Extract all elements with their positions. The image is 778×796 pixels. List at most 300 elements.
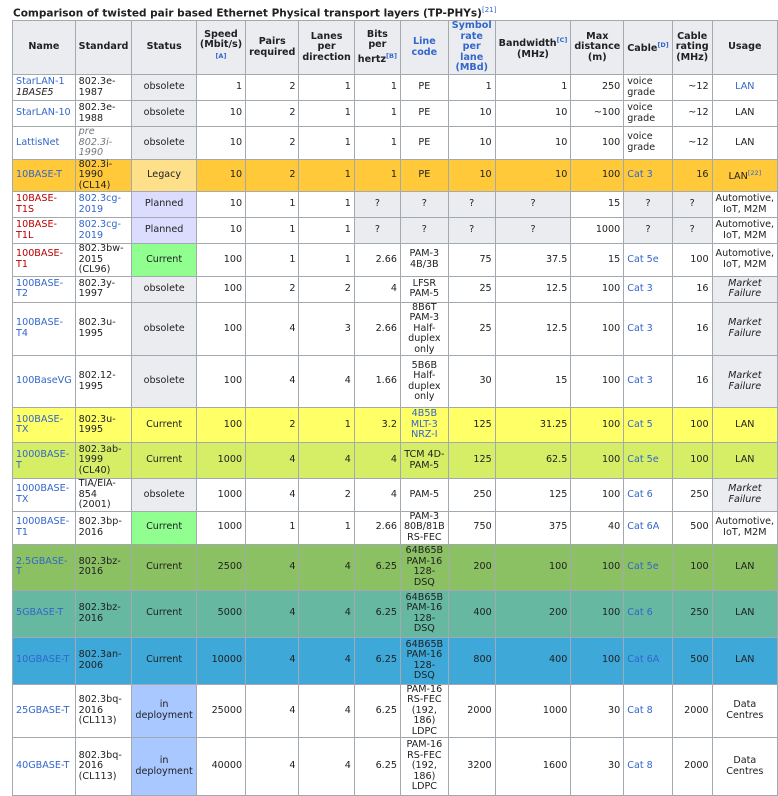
name-link[interactable]: 1000BASE-T1 [16, 516, 70, 538]
cell-bits: 2.66 [354, 302, 400, 356]
cell-usage [712, 738, 778, 796]
cell-speed: 100 [196, 302, 245, 356]
cell-standard [75, 302, 132, 356]
tp-phy-table [12, 20, 778, 796]
table-row-40gbase-t [13, 738, 778, 796]
cell-speed: 100 [196, 244, 245, 277]
cell-lanes: 1 [299, 192, 354, 218]
cell-line-code: PAM-5 [400, 479, 448, 512]
cell-standard [75, 192, 132, 218]
cell-standard [75, 127, 132, 160]
cell-usage [712, 511, 778, 544]
cell-standard [75, 544, 132, 590]
usage-text: Automotive, IoT, M2M [715, 193, 775, 215]
cell-cable [624, 443, 673, 479]
cell-speed: 1 [196, 75, 245, 101]
cable-text[interactable]: Cat 6 [627, 488, 653, 500]
caption-ref[interactable]: [21] [481, 6, 497, 14]
cell-standard [75, 738, 132, 796]
cell-speed: 40000 [196, 738, 245, 796]
cell-bandwidth: 62.5 [495, 443, 571, 479]
cable-text[interactable]: Cat 6A [627, 654, 660, 666]
cell-standard [75, 443, 132, 479]
header-lanes: Lanes per direction [299, 21, 354, 75]
name-link[interactable]: StarLAN-10 [16, 107, 71, 119]
cell-max-distance: 100 [571, 637, 624, 684]
cell-pairs: 2 [246, 159, 299, 192]
cell-speed: 10 [196, 192, 245, 218]
cable-text[interactable]: Cat 5e [627, 253, 659, 265]
cable-text: ? [645, 224, 651, 236]
cell-cable [624, 637, 673, 684]
cell-bits: 6.25 [354, 544, 400, 590]
cell-cable [624, 511, 673, 544]
cable-text[interactable]: Cat 8 [627, 704, 653, 716]
cell-usage [712, 244, 778, 277]
cable-text: voice grade [627, 102, 656, 124]
standard-text: 802.12-1995 [78, 370, 116, 392]
name-alias: 1BASE5 [16, 86, 54, 98]
cable-text[interactable]: Cat 5e [627, 454, 659, 466]
cell-cable-rating: 250 [672, 479, 712, 512]
cell-max-distance: 1000 [571, 218, 624, 244]
cell-line-code: 64B65B PAM-16 128-DSQ [400, 637, 448, 684]
cell-standard [75, 75, 132, 101]
cell-lanes: 4 [299, 544, 354, 590]
cell-symbol-rate: 400 [448, 590, 495, 637]
cable-text[interactable]: Cat 6A [627, 521, 660, 533]
cell-usage [712, 159, 778, 192]
cell-lanes: 1 [299, 159, 354, 192]
cell-max-distance: 100 [571, 479, 624, 512]
cell-bits: 6.25 [354, 637, 400, 684]
cell-lanes: 1 [299, 218, 354, 244]
cell-pairs: 4 [246, 637, 299, 684]
table-row-1000base-tx [13, 479, 778, 512]
cell-status: Current [132, 244, 196, 277]
cable-text[interactable]: Cat 3 [627, 322, 653, 334]
cell-standard [75, 590, 132, 637]
cell-name [13, 684, 76, 738]
cell-usage [712, 75, 778, 101]
cable-text: voice grade [627, 131, 656, 153]
cell-pairs: 4 [246, 302, 299, 356]
cell-status: in deployment [132, 738, 196, 796]
header-bandwidth: Bandwidth[C] (MHz) [495, 21, 571, 75]
cell-name [13, 276, 76, 302]
cell-pairs: 4 [246, 738, 299, 796]
standard-text: pre 802.3i-1990 [78, 126, 113, 158]
cell-max-distance: 100 [571, 276, 624, 302]
cell-bits: 4 [354, 276, 400, 302]
cell-speed: 100 [196, 408, 245, 443]
cell-usage [712, 192, 778, 218]
cell-symbol-rate: 2000 [448, 684, 495, 738]
cell-symbol-rate: 25 [448, 276, 495, 302]
cell-symbol-rate: 125 [448, 443, 495, 479]
cell-name [13, 544, 76, 590]
cell-line-code: PE [400, 159, 448, 192]
cell-usage [712, 302, 778, 356]
name-link[interactable]: 100BASE-T2 [16, 277, 64, 299]
header-speed: Speed (Mbit/s)[A] [196, 21, 245, 75]
cell-standard [75, 218, 132, 244]
cell-bits: 1 [354, 127, 400, 160]
cell-status: Planned [132, 192, 196, 218]
usage-text: LAN [735, 560, 755, 572]
cell-cable [624, 218, 673, 244]
cell-status: Current [132, 443, 196, 479]
table-row-starlan-1 [13, 75, 778, 101]
standard-text: 802.3e-1988 [78, 102, 116, 124]
cell-bandwidth: 31.25 [495, 408, 571, 443]
name-link[interactable]: LattisNet [16, 136, 60, 148]
cell-line-code: 64B65B PAM-16 128-DSQ [400, 590, 448, 637]
cell-speed: 2500 [196, 544, 245, 590]
cell-lanes: 1 [299, 244, 354, 277]
cell-pairs: 4 [246, 684, 299, 738]
cell-cable-rating: ? [672, 218, 712, 244]
cell-standard [75, 101, 132, 127]
cell-name [13, 244, 76, 277]
cell-line-code: 4B5B MLT-3 NRZ-I [400, 408, 448, 443]
cable-text[interactable]: Cat 3 [627, 375, 653, 387]
cell-speed: 10 [196, 159, 245, 192]
cell-lanes: 1 [299, 408, 354, 443]
name-link[interactable]: 10BASE-T1S [16, 193, 57, 215]
cell-lanes: 1 [299, 101, 354, 127]
cell-lanes: 4 [299, 684, 354, 738]
cell-name [13, 218, 76, 244]
header-pairs: Pairs required [246, 21, 299, 75]
cable-text[interactable]: Cat 3 [627, 169, 653, 180]
table-row-1000base-t [13, 443, 778, 479]
cell-bits: ? [354, 218, 400, 244]
cell-bandwidth: 400 [495, 637, 571, 684]
standard-text: 802.3y-1997 [78, 277, 116, 299]
cable-text[interactable]: Cat 6 [627, 607, 653, 619]
name-link[interactable]: 1000BASE-T [16, 449, 70, 471]
usage-text: Market Failure [728, 370, 762, 392]
cell-lanes: 4 [299, 738, 354, 796]
header-line-code[interactable]: Line code [400, 21, 448, 75]
cell-cable [624, 276, 673, 302]
cell-usage [712, 218, 778, 244]
usage-text: LAN [735, 418, 755, 430]
cell-bandwidth: 100 [495, 544, 571, 590]
cell-cable-rating: 500 [672, 637, 712, 684]
cell-cable-rating: 500 [672, 511, 712, 544]
standard-text: 802.3bp-2016 [78, 516, 122, 538]
usage-text: LAN [735, 454, 755, 466]
cell-speed: 100 [196, 276, 245, 302]
cell-lanes: 3 [299, 302, 354, 356]
cell-symbol-rate: 10 [448, 159, 495, 192]
standard-text: 802.3bq-2016 (CL113) [78, 749, 122, 782]
cell-symbol-rate: 30 [448, 356, 495, 408]
cell-lanes: 4 [299, 590, 354, 637]
cell-line-code: PE [400, 75, 448, 101]
cell-cable-rating: 16 [672, 302, 712, 356]
table-row-10base-t1l [13, 218, 778, 244]
cell-line-code: ? [400, 192, 448, 218]
cell-cable-rating: 16 [672, 356, 712, 408]
usage-text: Market Failure [728, 317, 762, 339]
cell-pairs: 2 [246, 127, 299, 160]
cell-cable-rating: 2000 [672, 684, 712, 738]
cell-name [13, 302, 76, 356]
cell-bandwidth: ? [495, 192, 571, 218]
cell-bits: 1.66 [354, 356, 400, 408]
cell-line-code: PE [400, 101, 448, 127]
cell-usage [712, 276, 778, 302]
cell-max-distance: 40 [571, 511, 624, 544]
table-row-5gbase-t [13, 590, 778, 637]
cell-symbol-rate: 25 [448, 302, 495, 356]
cell-bandwidth: 15 [495, 356, 571, 408]
table-row-starlan-10 [13, 101, 778, 127]
cell-symbol-rate: 200 [448, 544, 495, 590]
cell-bandwidth: 10 [495, 101, 571, 127]
cell-usage [712, 684, 778, 738]
table-row-100base-t4 [13, 302, 778, 356]
name-link[interactable]: 100BaseVG [16, 375, 72, 387]
cell-cable [624, 159, 673, 192]
cell-lanes: 2 [299, 276, 354, 302]
table-caption: Comparison of twisted pair based Ethernet Physical transport layers (TP-PHYs)[21] [13, 6, 497, 20]
cell-status: Current [132, 590, 196, 637]
cell-lanes: 4 [299, 443, 354, 479]
cell-standard [75, 479, 132, 512]
cell-max-distance: 30 [571, 738, 624, 796]
cell-usage [712, 443, 778, 479]
cell-pairs: 4 [246, 356, 299, 408]
cell-cable-rating: ? [672, 192, 712, 218]
cell-symbol-rate: ? [448, 218, 495, 244]
cell-cable-rating: 100 [672, 244, 712, 277]
usage-text: Automotive, IoT, M2M [715, 248, 775, 270]
usage-text: LAN [735, 107, 755, 119]
cell-cable [624, 738, 673, 796]
cell-cable-rating: 250 [672, 590, 712, 637]
cable-text[interactable]: Cat 5 [627, 418, 653, 430]
header-max-distance: Max distance (m) [571, 21, 624, 75]
cell-pairs: 1 [246, 218, 299, 244]
usage-text: LAN [735, 607, 755, 619]
table-row-100base-tx [13, 408, 778, 443]
name-link[interactable]: 25GBASE-T [16, 704, 70, 716]
cell-max-distance: 100 [571, 356, 624, 408]
name-link[interactable]: 2.5GBASE-T [16, 555, 68, 577]
cell-bandwidth: 10 [495, 127, 571, 160]
standard-text: 802.3bz-2016 [78, 602, 121, 624]
cell-max-distance: 15 [571, 192, 624, 218]
cell-standard [75, 511, 132, 544]
cable-text[interactable]: Cat 3 [627, 282, 653, 294]
name-link[interactable]: 100BASE-T1 [16, 248, 64, 270]
cell-speed: 1000 [196, 443, 245, 479]
cell-bits: 4 [354, 479, 400, 512]
cell-usage [712, 479, 778, 512]
cell-speed: 1000 [196, 479, 245, 512]
cell-max-distance: 100 [571, 443, 624, 479]
standard-text: 802.3an-2006 [78, 649, 122, 671]
cell-usage [712, 356, 778, 408]
cell-pairs: 2 [246, 75, 299, 101]
cell-status: obsolete [132, 276, 196, 302]
usage-text: LAN [735, 654, 755, 666]
cell-status: obsolete [132, 101, 196, 127]
cell-standard [75, 356, 132, 408]
cell-name [13, 443, 76, 479]
cable-text[interactable]: Cat 5e [627, 560, 659, 572]
header-symbol-rate[interactable]: Symbol rate per lane (MBd) [448, 21, 495, 75]
cell-max-distance: 250 [571, 75, 624, 101]
name-link[interactable]: 40GBASE-T [16, 760, 70, 772]
usage-text: Market Failure [728, 483, 762, 505]
cell-standard [75, 637, 132, 684]
cell-cable [624, 244, 673, 277]
cell-cable-rating: 100 [672, 443, 712, 479]
cell-lanes: 1 [299, 511, 354, 544]
table-row-lattisnet [13, 127, 778, 160]
cell-symbol-rate: ? [448, 192, 495, 218]
table-row-100base-t2 [13, 276, 778, 302]
cell-standard [75, 684, 132, 738]
cell-usage [712, 590, 778, 637]
cell-symbol-rate: 1 [448, 75, 495, 101]
name-link[interactable]: 10BASE-T [16, 169, 62, 180]
cell-line-code: 5B6B Half-duplex only [400, 356, 448, 408]
cell-cable-rating: 16 [672, 276, 712, 302]
cell-line-code: PAM-16 RS-FEC (192, 186) LDPC [400, 738, 448, 796]
cell-cable [624, 544, 673, 590]
cell-cable-rating: ~12 [672, 127, 712, 160]
cell-speed: 1000 [196, 511, 245, 544]
cell-pairs: 4 [246, 544, 299, 590]
usage-text: Data Centres [726, 755, 764, 777]
cell-bandwidth: ? [495, 218, 571, 244]
cell-bits: 1 [354, 159, 400, 192]
cell-bandwidth: 1 [495, 75, 571, 101]
cell-speed: 10 [196, 101, 245, 127]
name-link[interactable]: 1000BASE-TX [16, 483, 70, 505]
cell-speed: 100 [196, 356, 245, 408]
usage-text: LAN [735, 136, 755, 148]
cell-symbol-rate: 800 [448, 637, 495, 684]
cell-status: in deployment [132, 684, 196, 738]
cell-symbol-rate: 750 [448, 511, 495, 544]
cell-cable-rating: 100 [672, 544, 712, 590]
cell-max-distance: ~100 [571, 101, 624, 127]
cell-max-distance: 100 [571, 159, 624, 192]
cell-usage [712, 637, 778, 684]
cell-cable [624, 408, 673, 443]
table-row-10gbase-t [13, 637, 778, 684]
cell-pairs: 1 [246, 192, 299, 218]
cell-symbol-rate: 250 [448, 479, 495, 512]
cell-status: Planned [132, 218, 196, 244]
cell-bits: 1 [354, 101, 400, 127]
cell-name [13, 408, 76, 443]
header-name: Name [13, 21, 76, 75]
cell-pairs: 4 [246, 443, 299, 479]
name-link[interactable]: 10BASE-T1L [16, 219, 57, 241]
cell-speed: 25000 [196, 684, 245, 738]
cell-line-code: PE [400, 127, 448, 160]
cell-bits: 6.25 [354, 738, 400, 796]
cell-status: Current [132, 511, 196, 544]
cell-line-code: LFSR PAM-5 [400, 276, 448, 302]
cell-bits: 1 [354, 75, 400, 101]
standard-text: 802.3e-1987 [78, 76, 116, 98]
cell-lanes: 1 [299, 75, 354, 101]
cell-standard [75, 276, 132, 302]
cell-bandwidth: 375 [495, 511, 571, 544]
cell-cable-rating: 100 [672, 408, 712, 443]
header-cable-rating: Cable rating (MHz) [672, 21, 712, 75]
table-row-100basevg [13, 356, 778, 408]
cell-name [13, 127, 76, 160]
cell-lanes: 4 [299, 637, 354, 684]
cell-max-distance: 100 [571, 302, 624, 356]
cell-status: obsolete [132, 127, 196, 160]
cell-line-code: PAM-3 80B/81B RS-FEC [400, 511, 448, 544]
cell-name [13, 590, 76, 637]
cell-status: Current [132, 544, 196, 590]
cell-bandwidth: 1600 [495, 738, 571, 796]
usage-text: Automotive, IoT, M2M [715, 516, 775, 538]
cell-name [13, 511, 76, 544]
name-link[interactable]: 10GBASE-T [16, 654, 70, 666]
name-link[interactable]: 100BASE-T4 [16, 317, 64, 339]
cell-cable-rating: 2000 [672, 738, 712, 796]
cell-max-distance: 100 [571, 127, 624, 160]
cell-bits: 3.2 [354, 408, 400, 443]
usage-text[interactable]: LAN [735, 81, 755, 93]
cell-cable [624, 192, 673, 218]
cell-symbol-rate: 75 [448, 244, 495, 277]
cell-bandwidth: 12.5 [495, 276, 571, 302]
cell-name [13, 101, 76, 127]
cell-status: obsolete [132, 356, 196, 408]
cable-text[interactable]: Cat 8 [627, 760, 653, 772]
cell-lanes: 1 [299, 127, 354, 160]
table-row-10base-t1s [13, 192, 778, 218]
header-standard: Standard [75, 21, 132, 75]
name-link[interactable]: StarLAN-1 [16, 76, 65, 87]
cell-bits: 4 [354, 443, 400, 479]
cell-standard [75, 159, 132, 192]
usage-ref[interactable]: [22] [747, 168, 762, 177]
cell-speed: 10000 [196, 637, 245, 684]
name-link[interactable]: 100BASE-TX [16, 413, 64, 435]
cell-bandwidth: 125 [495, 479, 571, 512]
standard-text[interactable]: 802.3cg-2019 [78, 193, 121, 215]
cell-status: obsolete [132, 75, 196, 101]
cell-bandwidth: 12.5 [495, 302, 571, 356]
usage-text: Data Centres [726, 699, 764, 721]
standard-text[interactable]: 802.3cg-2019 [78, 219, 121, 241]
name-link[interactable]: 5GBASE-T [16, 607, 64, 619]
cell-speed: 5000 [196, 590, 245, 637]
usage-text: Market Failure [728, 277, 762, 299]
cell-cable [624, 75, 673, 101]
header-cable: Cable[D] [624, 21, 673, 75]
cell-lanes: 4 [299, 356, 354, 408]
cell-max-distance: 15 [571, 244, 624, 277]
cell-cable-rating: ~12 [672, 75, 712, 101]
